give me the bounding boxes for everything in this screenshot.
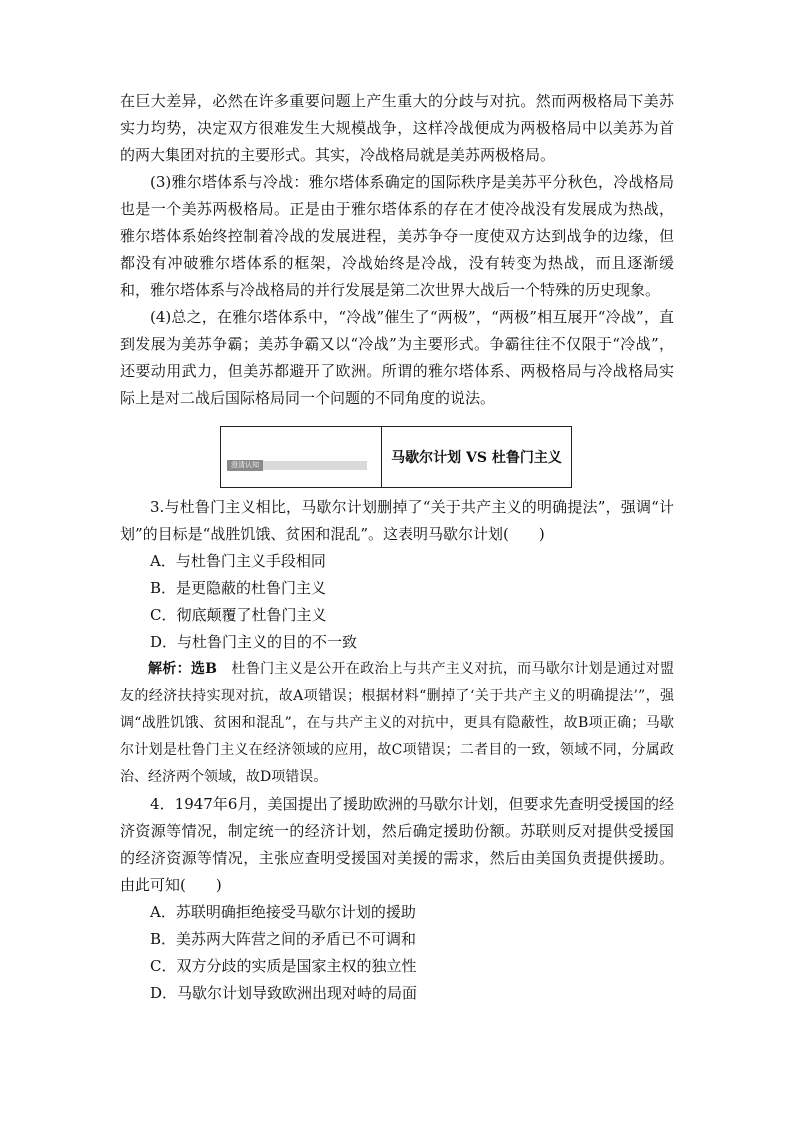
question-3-option-c: C．彻底颠覆了杜鲁门主义	[150, 606, 327, 624]
document-page	[120, 88, 674, 1007]
section-title: 马歇尔计划 VS 杜鲁门主义	[391, 450, 562, 466]
paragraph-yalta-and-cold-war: (3)雅尔塔体系与冷战：雅尔塔体系确定的国际秩序是美苏平分秋色，冷战格局也是一个美苏两极格局。正是由于雅尔塔体系的存在才使冷战没有发展成为热战，雅尔塔体系始终控制着冷战的发展进程，美苏争夺一度使双方达到战争的边缘，但都没有冲破雅尔塔体系的框架，冷战始终是冷战，没有转变为热战，而且逐渐缓和，雅尔塔体系与冷战格局的并行发展是第二次世界大战后一个特殊的历史现象。	[120, 173, 674, 299]
question-3-analysis	[120, 656, 674, 791]
question-3-stem: 3.与杜鲁门主义相比，马歇尔计划删掉了“关于共产主义的明确提法”，强调“计划”的目标是“战胜饥饿、贫困和混乱”。这表明马歇尔计划( )	[120, 498, 674, 543]
question-4-option-c: C．双方分歧的实质是国家主权的独立性	[150, 957, 417, 975]
question-4-stem: 4．1947年6月，美国提出了援助欧洲的马歇尔计划，但要求先查明受援国的经济资源等情况，制定统一的经济计划，然后确定援助份额。苏联则反对提供受援国的经济资源等情况，主张应查明受援国对美援的需求，然后由美国负责提供援助。由此可知( )	[120, 795, 674, 894]
question-3-option-d: D．与杜鲁门主义的目的不一致	[150, 633, 358, 651]
section-tag-area	[221, 427, 382, 487]
question-4-option-a: A．苏联明确拒绝接受马歇尔计划的援助	[150, 903, 416, 921]
question-3-option-a: A．与杜鲁门主义手段相同	[150, 552, 326, 570]
analysis-body: 杜鲁门主义是公开在政治上与共产主义对抗，而马歇尔计划是通过对盟友的经济扶持实现对抗，故A项错误；根据材料“删掉了‘关于共产主义的明确提法’”，强调“战胜饥饿、贫困和混乱”，在与共产主义的对抗中，更具有隐蔽性，故B项正确；马歇尔计划是杜鲁门主义在经济领域的应用，故C项错误；二者目的一致，领域不同，分属政治、经济两个领域，故D项错误。	[120, 661, 674, 785]
question-4-option-d: D．马歇尔计划导致欧洲出现对峙的局面	[150, 984, 418, 1002]
paragraph-cold-war-form: 在巨大差异，必然在许多重要问题上产生重大的分歧与对抗。然而两极格局下美苏实力均势，决定双方很难发生大规模战争，这样冷战便成为两极格局中以美苏为首的两大集团对抗的主要形式。其实，冷战格局就是美苏两极格局。	[120, 92, 674, 164]
paragraph-summary: (4)总之，在雅尔塔体系中，“冷战”催生了“两极”，“两极”相互展开“冷战”，直到发展为美苏争霸；美苏争霸又以“冷战”为主要形式。争霸往往不仅限于“冷战”，还要动用武力，但美苏都避开了欧洲。所谓的雅尔塔体系、两极格局与冷战格局实际上是对二战后国际格局同一个问题的不同角度的说法。	[120, 308, 674, 407]
section-tag: 澄清认知	[227, 460, 263, 471]
question-4-option-b: B．美苏两大阵营之间的矛盾已不可调和	[150, 930, 417, 948]
question-3-option-b: B．是更隐蔽的杜鲁门主义	[150, 579, 327, 597]
section-heading-box	[220, 426, 572, 488]
analysis-lead: 解析：选B	[148, 661, 232, 677]
